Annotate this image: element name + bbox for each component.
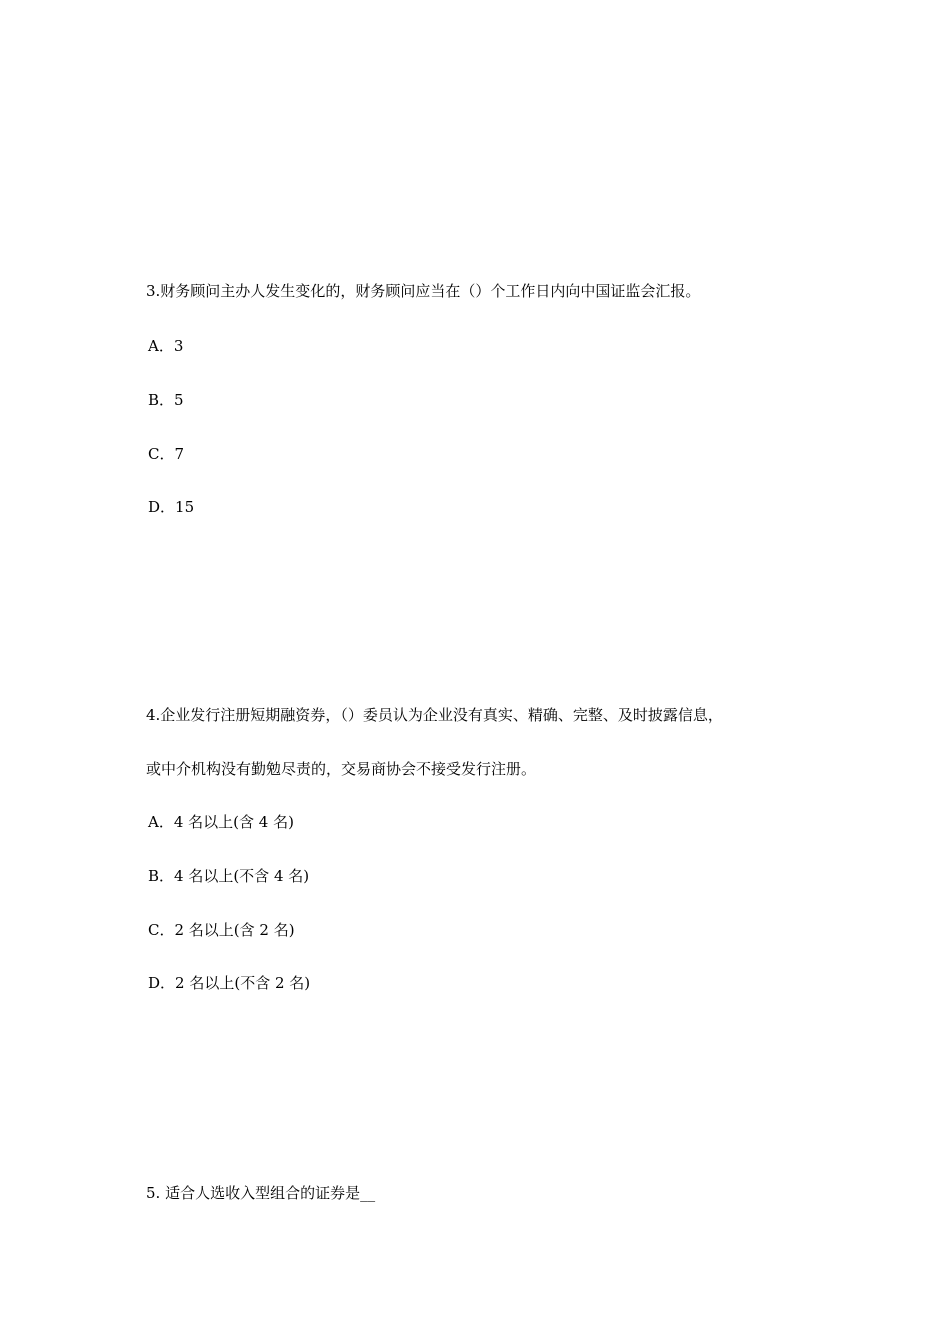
- question-4-option-a: A．4 名以上(含 4 名): [148, 813, 294, 831]
- question-3-text: 3.财务顾问主办人发生变化的，财务顾问应当在（）个工作日内向中国证监会汇报。: [146, 282, 701, 300]
- question-4-text-line-2: 或中介机构没有勤勉尽责的，交易商协会不接受发行注册。: [146, 760, 537, 778]
- question-3-option-a: A．3: [148, 337, 184, 355]
- question-4-option-c: C．2 名以上(含 2 名): [148, 921, 295, 939]
- question-4-option-b: B．4 名以上(不含 4 名): [148, 867, 310, 885]
- question-3-option-b: B．5: [148, 391, 184, 409]
- question-3-option-c: C．7: [148, 445, 185, 463]
- question-4-option-d: D．2 名以上(不含 2 名): [148, 974, 311, 992]
- question-3-option-d: D．15: [148, 498, 195, 516]
- question-5-text: 5. 适合人选收入型组合的证券是__: [146, 1184, 376, 1202]
- question-4-text-line-1: 4.企业发行注册短期融资券，（）委员认为企业没有真实、精确、完整、及时披露信息，: [146, 706, 723, 724]
